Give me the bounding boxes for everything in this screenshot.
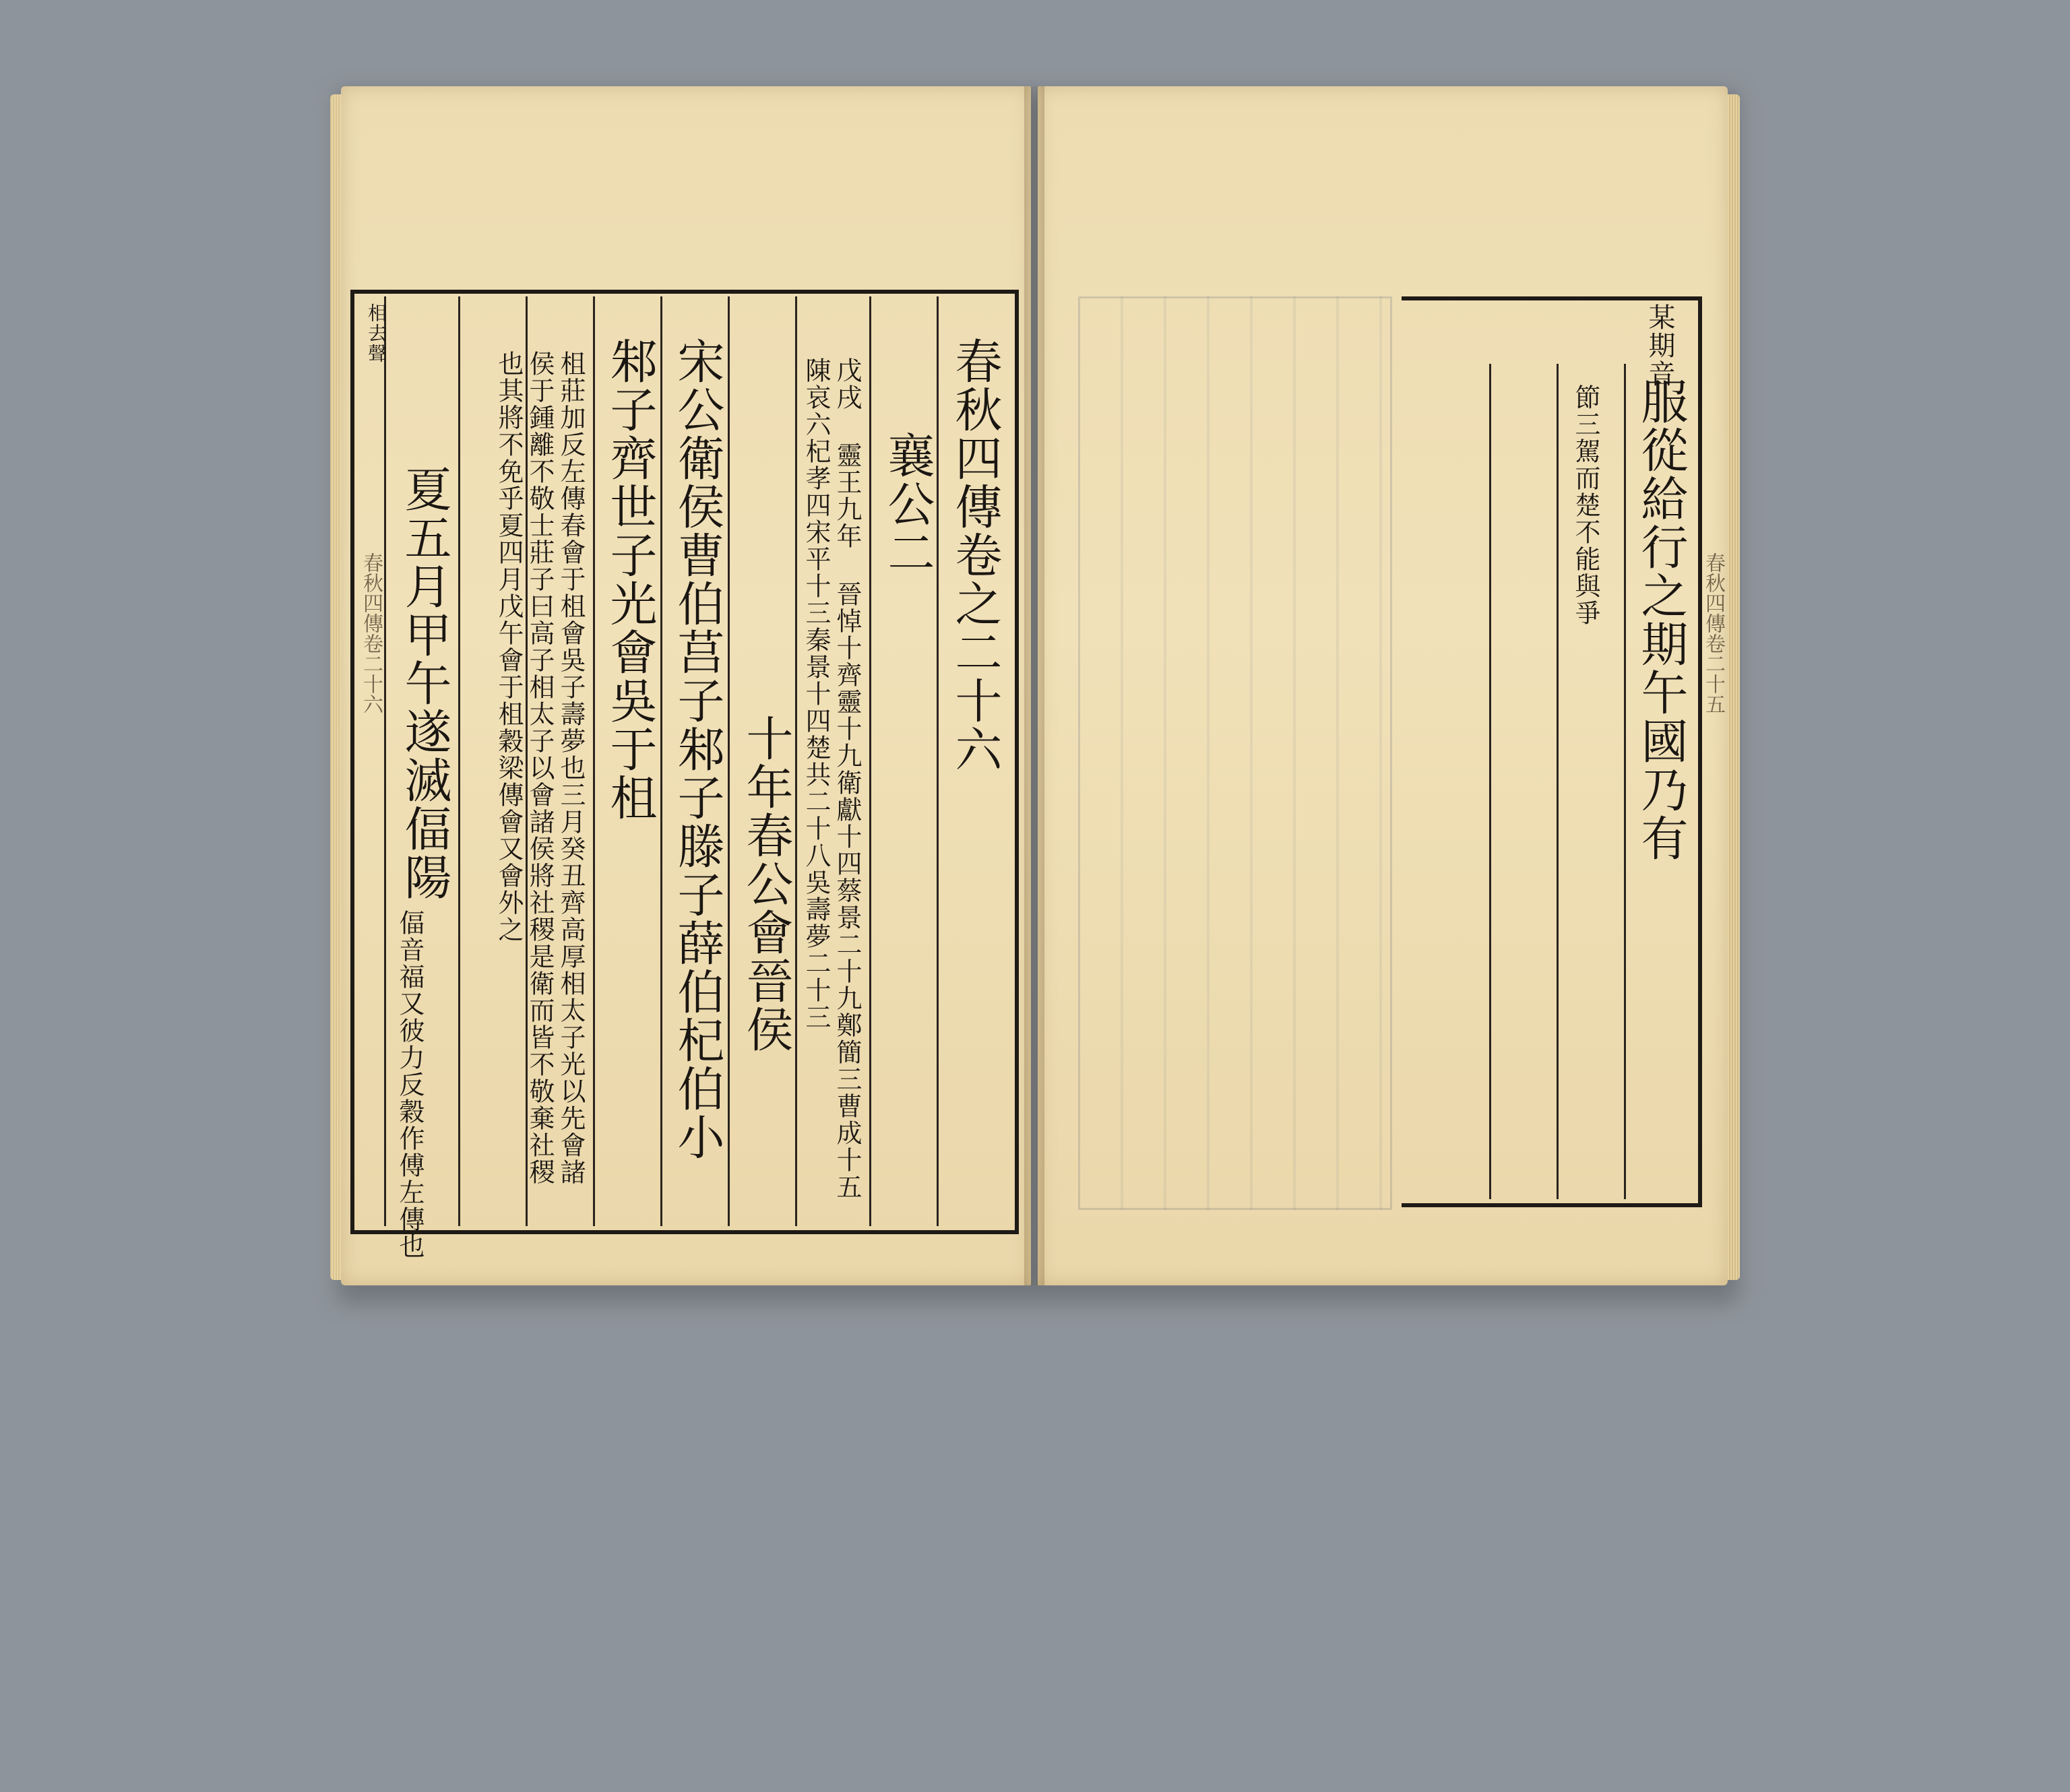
column-rule (660, 296, 662, 1226)
page-header: 某期音 (1644, 303, 1675, 388)
text-column: 服從給行之期午國乃有 (1633, 377, 1689, 862)
column-rule (728, 296, 730, 1226)
text-column-notes: 節三駕而楚不能與爭 (1571, 384, 1600, 627)
column-rule (1489, 364, 1491, 1199)
fold-margin-title: 春秋四傳卷二十五 (1701, 552, 1725, 714)
volume-title: 春秋四傳卷之二十六 (947, 337, 1003, 773)
column-rule (1624, 364, 1626, 1199)
column-rule (593, 296, 595, 1226)
top-note: 相去聲 (365, 303, 387, 364)
column-rule (869, 296, 871, 1226)
text-column: 十年春公會晉侯 (739, 714, 794, 1054)
text-column: 夏五月甲午遂滅偪陽 (397, 465, 452, 901)
bleed-through-text (1078, 296, 1392, 1210)
text-column-notes: 偪音福又彼力反穀作傅左傳也 (395, 909, 425, 1260)
column-rule (1557, 364, 1559, 1199)
text-column-commentary: 柤莊加反左傳春會于柤會吳子壽夢也三月癸丑齊高厚相太子光以先會諸侯于鍾離不敬士莊子曰高子相太子以會諸侯將社稷是衛而皆不敬棄社稷也其將不免乎夏四月戊午會于柤穀梁傳會又會外之 (494, 350, 586, 1186)
text-column: 宋公衛侯曹伯莒子邾子滕子薛伯杞伯小 (670, 337, 725, 1161)
text-column: 邾子齊世子光會吳于柤 (602, 337, 658, 822)
book-gutter (1024, 86, 1044, 1285)
section-subtitle: 襄公二 (880, 431, 935, 577)
fold-margin-title: 春秋四傳卷二十六 (359, 552, 383, 714)
text-column-notes: 戊戌 靈王九年 晉悼十齊靈十九衛獻十四蔡景二十九鄭簡三曹成十五陳哀六杞孝四宋平十三秦景十四楚共二十八吳壽夢二十三 (801, 357, 862, 1201)
